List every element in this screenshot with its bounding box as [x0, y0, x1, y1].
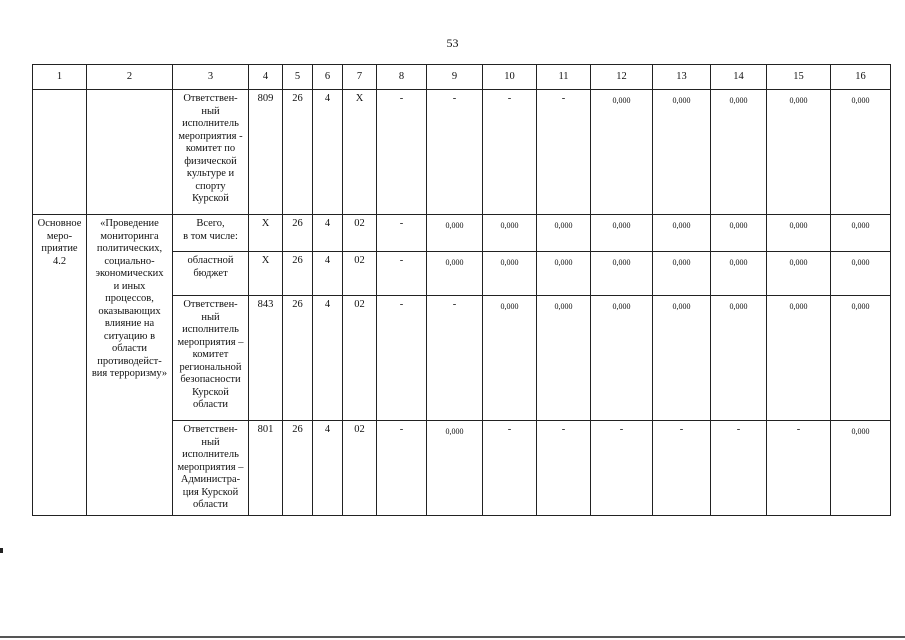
- cell-c6: 4: [313, 421, 343, 516]
- header-cell: 14: [711, 65, 767, 90]
- cell-c6: 4: [313, 296, 343, 421]
- cell-c15: -: [767, 421, 831, 516]
- program-table: [32, 64, 891, 516]
- cell-c7: 02: [343, 215, 377, 252]
- cell-c16: 0,000: [831, 252, 891, 296]
- table-row: [33, 90, 891, 215]
- header-cell: 12: [591, 65, 653, 90]
- cell-event-name: «Проведение мониторинга политических, социально- экономических и иных процессов, оказывающих влияние на ситуацию в области противодейст- вия терроризму»: [87, 215, 173, 516]
- cell-c5: 26: [283, 252, 313, 296]
- cell-c12: 0,000: [591, 252, 653, 296]
- cell-c12: 0,000: [591, 296, 653, 421]
- cell-c8: -: [377, 252, 427, 296]
- cell-c8: -: [377, 296, 427, 421]
- cell-c14: 0,000: [711, 296, 767, 421]
- header-row: [33, 65, 891, 90]
- cell-c9: 0,000: [427, 215, 483, 252]
- cell-c4: X: [249, 252, 283, 296]
- cell-c7: 02: [343, 296, 377, 421]
- cell-c8: -: [377, 90, 427, 215]
- cell-c15: 0,000: [767, 252, 831, 296]
- cell-c16: 0,000: [831, 296, 891, 421]
- cell-c11: -: [537, 421, 591, 516]
- cell-c12: 0,000: [591, 90, 653, 215]
- header-cell: 3: [173, 65, 249, 90]
- table-row: [33, 215, 891, 252]
- cell-event-number: [33, 90, 87, 215]
- header-cell: 8: [377, 65, 427, 90]
- cell-c15: 0,000: [767, 90, 831, 215]
- cell-c16: 0,000: [831, 90, 891, 215]
- cell-executor: Ответствен- ный исполнитель мероприятия – Администра- ция Курской области: [173, 421, 249, 516]
- cell-event-name: [87, 90, 173, 215]
- cell-c4: 843: [249, 296, 283, 421]
- cell-c4: 801: [249, 421, 283, 516]
- header-cell: 11: [537, 65, 591, 90]
- cell-c16: 0,000: [831, 215, 891, 252]
- cell-c5: 26: [283, 90, 313, 215]
- cell-c13: 0,000: [653, 252, 711, 296]
- cell-c10: 0,000: [483, 296, 537, 421]
- cell-c8: -: [377, 421, 427, 516]
- cell-c15: 0,000: [767, 215, 831, 252]
- cell-c13: 0,000: [653, 215, 711, 252]
- cell-c10: -: [483, 90, 537, 215]
- cell-c6: 4: [313, 252, 343, 296]
- cell-c4: 809: [249, 90, 283, 215]
- header-cell: 10: [483, 65, 537, 90]
- page-number: 53: [446, 36, 459, 50]
- cell-c11: 0,000: [537, 215, 591, 252]
- cell-c14: -: [711, 421, 767, 516]
- cell-c11: -: [537, 90, 591, 215]
- cell-c10: 0,000: [483, 252, 537, 296]
- cell-c5: 26: [283, 296, 313, 421]
- cell-c4: X: [249, 215, 283, 252]
- header-cell: 2: [87, 65, 173, 90]
- cell-executor: Ответствен- ный исполнитель мероприятия - комитет по физической культуре и спорту Курской: [173, 90, 249, 215]
- cell-c7: 02: [343, 252, 377, 296]
- cell-executor: Ответствен- ный исполнитель мероприятия – комитет региональной безопасности Курской области: [173, 296, 249, 421]
- cell-c14: 0,000: [711, 90, 767, 215]
- cell-c11: 0,000: [537, 296, 591, 421]
- header-cell: 7: [343, 65, 377, 90]
- header-cell: 13: [653, 65, 711, 90]
- header-cell: 6: [313, 65, 343, 90]
- header-cell: 16: [831, 65, 891, 90]
- cell-c14: 0,000: [711, 215, 767, 252]
- header-cell: 9: [427, 65, 483, 90]
- scan-mark: [0, 548, 3, 553]
- cell-c12: -: [591, 421, 653, 516]
- cell-c8: -: [377, 215, 427, 252]
- scan-bottom-edge: [0, 636, 905, 638]
- cell-c10: 0,000: [483, 215, 537, 252]
- cell-c14: 0,000: [711, 252, 767, 296]
- cell-c11: 0,000: [537, 252, 591, 296]
- cell-c6: 4: [313, 90, 343, 215]
- header-cell: 5: [283, 65, 313, 90]
- cell-c13: 0,000: [653, 90, 711, 215]
- cell-c13: -: [653, 421, 711, 516]
- cell-executor: областной бюджет: [173, 252, 249, 296]
- cell-c5: 26: [283, 421, 313, 516]
- cell-c7: 02: [343, 421, 377, 516]
- header-cell: 4: [249, 65, 283, 90]
- cell-event-number: Основное меро- приятие 4.2: [33, 215, 87, 516]
- cell-c13: 0,000: [653, 296, 711, 421]
- cell-c16: 0,000: [831, 421, 891, 516]
- header-cell: 1: [33, 65, 87, 90]
- cell-c9: -: [427, 90, 483, 215]
- cell-c7: X: [343, 90, 377, 215]
- cell-c10: -: [483, 421, 537, 516]
- cell-c5: 26: [283, 215, 313, 252]
- cell-c9: 0,000: [427, 421, 483, 516]
- cell-c15: 0,000: [767, 296, 831, 421]
- header-cell: 15: [767, 65, 831, 90]
- cell-c6: 4: [313, 215, 343, 252]
- cell-c12: 0,000: [591, 215, 653, 252]
- cell-c9: 0,000: [427, 252, 483, 296]
- cell-executor: Всего, в том числе:: [173, 215, 249, 252]
- cell-c9: -: [427, 296, 483, 421]
